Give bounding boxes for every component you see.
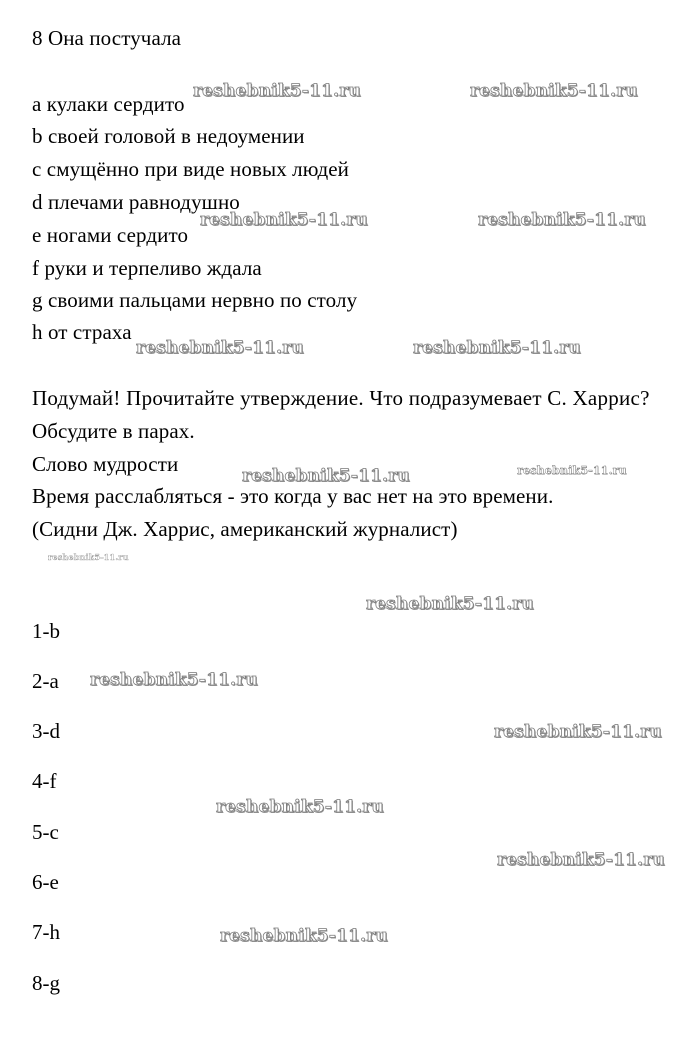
- option-f: f руки и терпеливо ждала: [32, 256, 262, 280]
- watermark: reshebnik5-11.ru: [200, 210, 368, 230]
- wisdom-quote: Время расслабляться - это когда у вас нет на это времени.: [32, 484, 554, 508]
- watermark: reshebnik5-11.ru: [478, 210, 646, 230]
- option-a: a кулаки сердито: [32, 92, 185, 116]
- answer-8: 8-g: [32, 971, 60, 995]
- option-d: d плечами равнодушно: [32, 190, 240, 214]
- watermark: reshebnik5-11.ru: [366, 594, 534, 614]
- watermark: reshebnik5-11.ru: [470, 81, 638, 101]
- option-e: e ногами сердито: [32, 223, 189, 247]
- watermark: reshebnik5-11.ru: [136, 338, 304, 358]
- watermark: reshebnik5-11.ru: [90, 670, 258, 690]
- answer-7: 7-h: [32, 920, 60, 944]
- option-b: b своей головой в недоумении: [32, 124, 305, 148]
- exercise-title: 8 Она постучала: [32, 26, 182, 50]
- answer-3: 3-d: [32, 719, 60, 743]
- watermark: reshebnik5-11.ru: [242, 466, 410, 486]
- option-c: c смущённо при виде новых людей: [32, 157, 349, 181]
- watermark: reshebnik5-11.ru: [413, 338, 581, 358]
- wisdom-author: (Сидни Дж. Харрис, американский журналист): [32, 517, 458, 541]
- watermark: reshebnik5-11.ru: [48, 552, 129, 562]
- answer-6: 6-e: [32, 870, 59, 894]
- think-discuss: Обсудите в парах.: [32, 419, 195, 443]
- answer-1: 1-b: [32, 619, 60, 643]
- watermark: reshebnik5-11.ru: [517, 464, 627, 477]
- watermark: reshebnik5-11.ru: [193, 81, 361, 101]
- option-g: g своими пальцами нервно по столу: [32, 288, 358, 312]
- answer-2: 2-a: [32, 669, 59, 693]
- wisdom-heading: Слово мудрости: [32, 452, 179, 476]
- watermark: reshebnik5-11.ru: [494, 722, 662, 742]
- watermark: reshebnik5-11.ru: [220, 926, 388, 946]
- watermark: reshebnik5-11.ru: [497, 850, 665, 870]
- option-h: h от страха: [32, 320, 132, 344]
- watermark: reshebnik5-11.ru: [216, 797, 384, 817]
- answer-4: 4-f: [32, 769, 57, 793]
- answer-5: 5-c: [32, 820, 59, 844]
- think-instruction: Подумай! Прочитайте утверждение. Что подразумевает С. Харрис?: [32, 386, 650, 410]
